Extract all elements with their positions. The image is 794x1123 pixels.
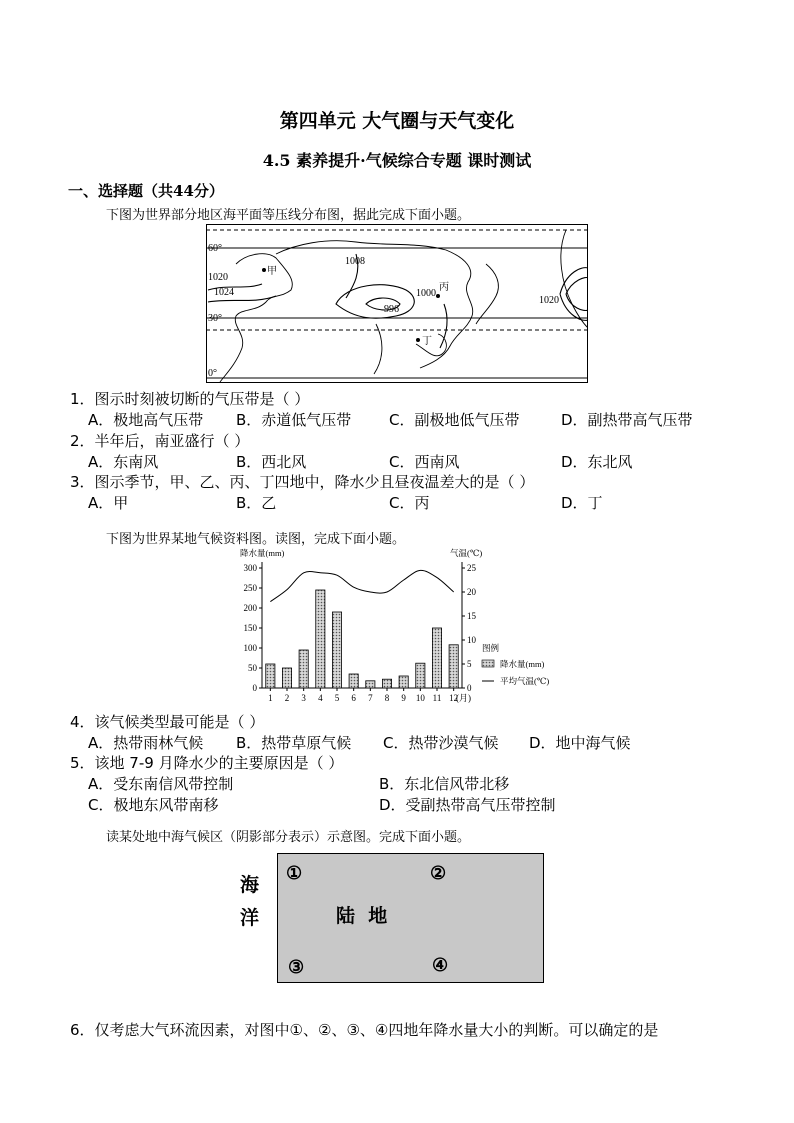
- q2-option-a[interactable]: A．东南风: [88, 453, 159, 471]
- place-ding: 丁: [422, 336, 432, 347]
- question-1-stem: 1．图示时刻被切断的气压带是（ ）: [70, 390, 310, 408]
- page-subtitle: 4.5 素养提升·气候综合专题 课时测试: [262, 151, 532, 170]
- x-tick-label: 10: [415, 693, 425, 703]
- question-6-stem: 6．仅考虑大气环流因素，对图中①、②、③、④四地年降水量大小的判断。可以确定的是: [70, 1021, 659, 1039]
- x-tick-label: 2: [284, 693, 290, 703]
- page-title: 第四单元 大气圈与天气变化: [279, 110, 515, 132]
- question-4-stem: 4．该气候类型最可能是（ ）: [70, 713, 265, 731]
- x-tick-label: 6: [351, 693, 356, 703]
- question-5-stem: 5．该地 7-9 月降水少的主要原因是（ ）: [70, 754, 344, 772]
- precip-bar: [349, 674, 358, 688]
- y2-axis-label: 气温(℃): [450, 548, 483, 558]
- y2-tick-label: 0: [467, 683, 472, 693]
- q4-option-d[interactable]: D．地中海气候: [529, 734, 631, 752]
- place-jia: 甲: [267, 266, 277, 277]
- isobar-label-1024: 1024: [214, 287, 234, 298]
- x-tick-label: 4: [318, 693, 323, 703]
- lat-0-label: 0°: [208, 368, 217, 379]
- question-3-stem: 3．图示季节，甲、乙、丙、丁四地中，降水少且昼夜温差大的是（ ）: [70, 473, 535, 491]
- q1-option-a[interactable]: A．极地高气压带: [88, 411, 204, 429]
- precip-bar: [432, 628, 441, 688]
- precip-bar: [399, 676, 408, 688]
- q2-option-d[interactable]: D．东北风: [561, 453, 633, 471]
- question-2-stem: 2．半年后，南亚盛行（ ）: [70, 432, 250, 450]
- q4-option-c[interactable]: C．热带沙漠气候: [383, 734, 499, 752]
- y-axis-label: 降水量(mm): [240, 548, 285, 558]
- isobar-label-1008: 1008: [345, 256, 365, 267]
- y2-tick-label: 15: [467, 611, 476, 621]
- q1-option-c[interactable]: C．副极地低气压带: [389, 411, 520, 429]
- group3-intro: 读某处地中海气候区（阴影部分表示）示意图。完成下面小题。: [106, 830, 471, 845]
- q2-option-b[interactable]: B．西北风: [236, 453, 307, 471]
- legend-bar-swatch: [482, 660, 494, 667]
- y2-tick-label: 5: [467, 659, 472, 669]
- precip-bar: [332, 612, 341, 688]
- q2-option-c[interactable]: C．西南风: [389, 453, 460, 471]
- group1-intro: 下图为世界部分地区海平面等压线分布图，据此完成下面小题。: [106, 208, 471, 223]
- q3-option-a[interactable]: A．甲: [88, 494, 129, 512]
- marker-3: ③: [288, 957, 305, 978]
- isobar-label-1020-east: 1020: [539, 295, 559, 306]
- group2-intro: 下图为世界某地气候资料图。读图，完成下面小题。: [106, 532, 406, 547]
- q5-option-b[interactable]: B．东北信风带北移: [379, 775, 510, 793]
- q5-option-d[interactable]: D．受副热带高气压带控制: [379, 796, 556, 814]
- q1-option-d[interactable]: D．副热带高气压带: [561, 411, 693, 429]
- y2-tick-label: 10: [467, 635, 476, 645]
- q1-option-b[interactable]: B．赤道低气压带: [236, 411, 352, 429]
- precip-bar: [416, 663, 425, 688]
- marker-2: ②: [430, 863, 447, 884]
- y-tick-label: 200: [243, 603, 257, 613]
- marker-4: ④: [432, 955, 449, 976]
- isobar-label-1020-west: 1020: [208, 272, 228, 283]
- q5-option-a[interactable]: A．受东南信风带控制: [88, 775, 234, 793]
- x-unit-label: (月): [456, 693, 471, 703]
- y-tick-label: 300: [243, 563, 257, 573]
- isobar-label-1000: 1000: [416, 288, 436, 299]
- y-tick-label: 100: [243, 643, 257, 653]
- isobar-map: [206, 224, 588, 384]
- precip-bar: [299, 650, 308, 688]
- q4-option-a[interactable]: A．热带雨林气候: [88, 734, 204, 752]
- y-tick-label: 50: [248, 663, 257, 673]
- place-bing: 丙: [439, 282, 449, 293]
- precip-bar: [366, 681, 375, 688]
- lat-30-label: 30°: [208, 313, 222, 324]
- precip-bar: [449, 645, 458, 688]
- q3-option-b[interactable]: B．乙: [236, 494, 277, 512]
- land-label: 陆 地: [336, 905, 388, 927]
- q5-option-c[interactable]: C．极地东风带南移: [88, 796, 219, 814]
- mediterranean-land-diagram: [277, 853, 544, 983]
- climate-chart: [236, 544, 576, 708]
- ocean-label-2: 洋: [240, 907, 260, 929]
- precip-bar: [316, 590, 325, 688]
- x-tick-label: 7: [368, 693, 373, 703]
- precip-bar: [282, 668, 291, 688]
- y2-tick-label: 20: [467, 587, 476, 597]
- x-tick-label: 9: [401, 693, 406, 703]
- y-tick-label: 0: [252, 683, 257, 693]
- y2-tick-label: 25: [467, 563, 476, 573]
- lat-60-label: 60°: [208, 243, 222, 254]
- x-tick-label: 8: [384, 693, 390, 703]
- x-tick-label: 5: [334, 693, 340, 703]
- y-tick-label: 150: [243, 623, 257, 633]
- q3-option-d[interactable]: D．丁: [561, 494, 603, 512]
- legend-bar-label: 降水量(mm): [500, 659, 545, 669]
- isobar-label-996: 996: [384, 304, 399, 315]
- precip-bar: [266, 664, 275, 688]
- section-heading: 一、选择题（共44分）: [68, 182, 224, 200]
- temperature-line: [270, 570, 453, 601]
- legend-title: 图例: [482, 643, 500, 653]
- x-tick-label: 1: [268, 693, 273, 703]
- y-tick-label: 250: [243, 583, 257, 593]
- legend-line-label: 平均气温(℃): [500, 676, 550, 686]
- q4-option-b[interactable]: B．热带草原气候: [236, 734, 352, 752]
- x-tick-label: 12: [449, 693, 459, 703]
- q3-option-c[interactable]: C．丙: [389, 494, 430, 512]
- marker-1: ①: [286, 863, 303, 884]
- ocean-label-1: 海: [240, 874, 260, 896]
- x-tick-label: 3: [301, 693, 306, 703]
- precip-bar: [382, 679, 391, 688]
- x-tick-label: 11: [432, 693, 442, 703]
